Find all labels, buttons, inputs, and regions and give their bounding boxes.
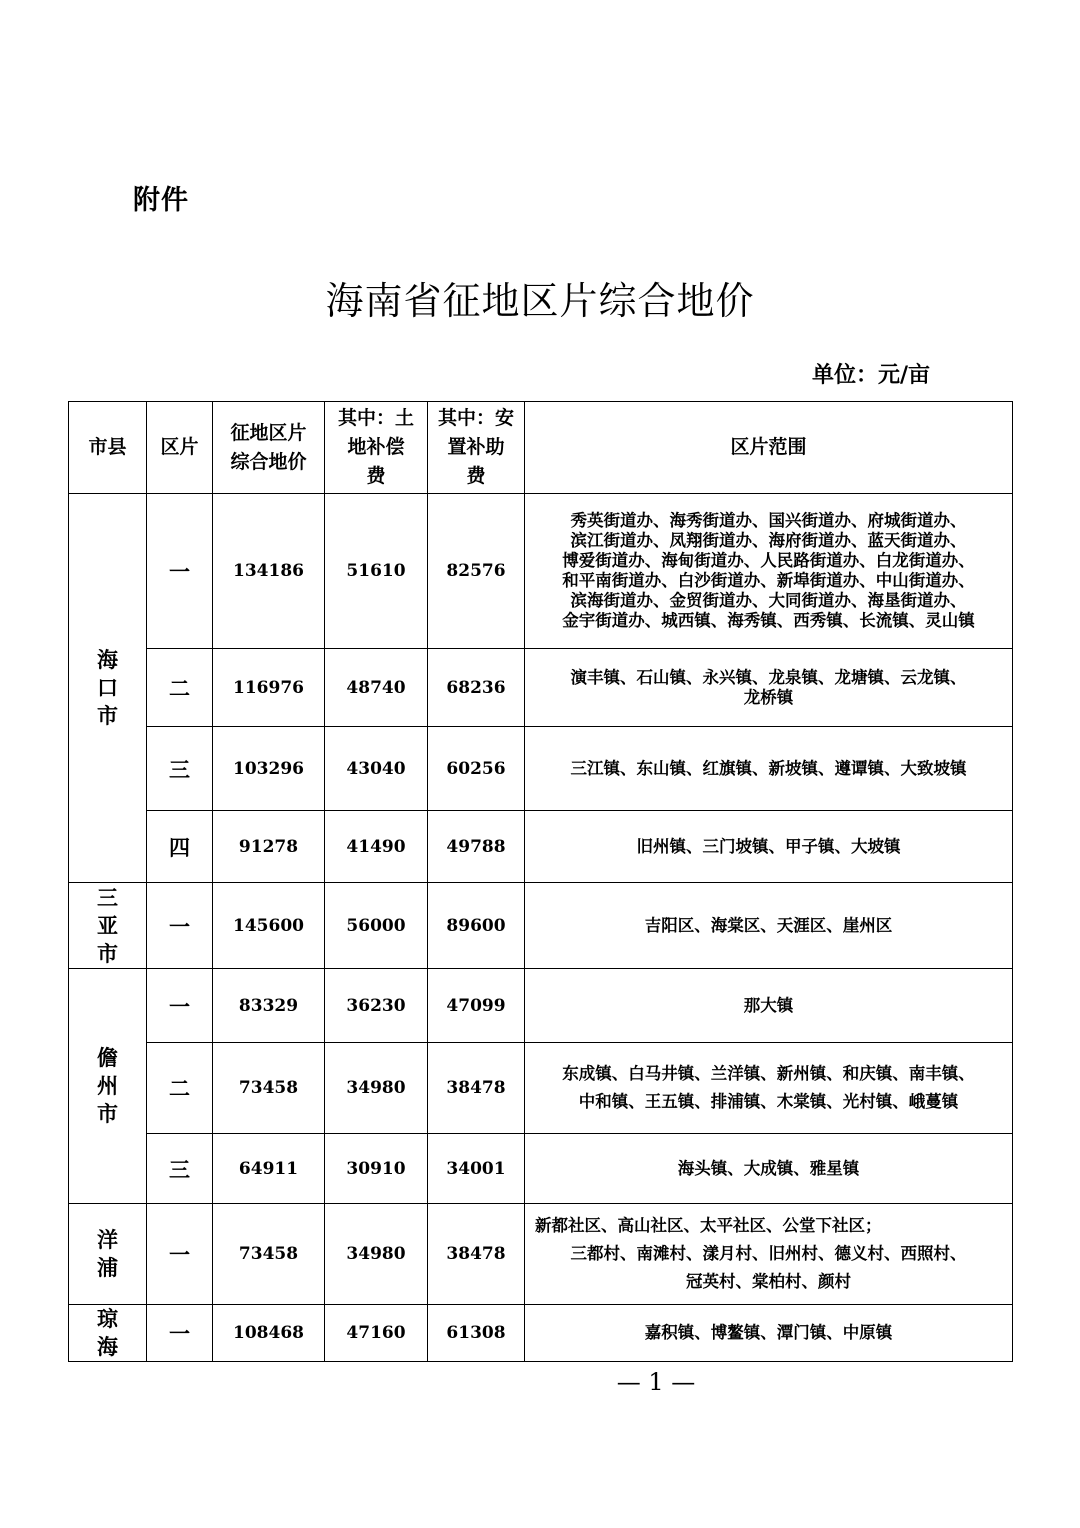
land-comp-cell: 30910 xyxy=(325,1134,428,1204)
land-comp-cell: 51610 xyxy=(325,494,428,649)
scope-cell: 演丰镇、石山镇、永兴镇、龙泉镇、龙塘镇、云龙镇、 龙桥镇 xyxy=(525,649,1013,727)
resettle-cell: 68236 xyxy=(428,649,525,727)
price-cell: 134186 xyxy=(213,494,325,649)
zone-cell: 二 xyxy=(147,1043,213,1134)
page-title: 海南省征地区片综合地价 xyxy=(325,279,755,323)
resettle-cell: 38478 xyxy=(428,1043,525,1134)
resettle-cell: 34001 xyxy=(428,1134,525,1204)
resettle-cell: 89600 xyxy=(428,883,525,969)
zone-cell: 四 xyxy=(147,811,213,883)
resettle-cell: 49788 xyxy=(428,811,525,883)
price-cell: 64911 xyxy=(213,1134,325,1204)
table-header-row xyxy=(69,402,1013,494)
resettle-cell: 38478 xyxy=(428,1204,525,1305)
price-cell: 73458 xyxy=(213,1204,325,1305)
zone-cell: 一 xyxy=(147,1204,213,1305)
zone-cell: 一 xyxy=(147,969,213,1043)
table-row xyxy=(69,1204,1013,1305)
land-comp-cell: 47160 xyxy=(325,1305,428,1362)
table-row xyxy=(69,883,1013,969)
attachment-label: 附件 xyxy=(133,185,189,216)
land-comp-cell: 43040 xyxy=(325,727,428,811)
land-comp-cell: 48740 xyxy=(325,649,428,727)
table-row xyxy=(69,1305,1013,1362)
land-comp-cell: 34980 xyxy=(325,1043,428,1134)
table-row xyxy=(69,1043,1013,1134)
land-comp-cell: 34980 xyxy=(325,1204,428,1305)
scope-cell: 嘉积镇、博鳌镇、潭门镇、中原镇 xyxy=(525,1305,1013,1362)
scope-cell: 三江镇、东山镇、红旗镇、新坡镇、遵谭镇、大致坡镇 xyxy=(525,727,1013,811)
price-cell: 73458 xyxy=(213,1043,325,1134)
resettle-cell: 60256 xyxy=(428,727,525,811)
city-danzhou: 儋 州 市 xyxy=(69,969,147,1204)
scope-cell: 吉阳区、海棠区、天涯区、崖州区 xyxy=(525,883,1013,969)
resettle-cell: 61308 xyxy=(428,1305,525,1362)
header-land-comp: 其中：土 地补偿 费 xyxy=(325,402,428,494)
city-qionghai: 琼 海 xyxy=(69,1305,147,1362)
scope-cell: 海头镇、大成镇、雅星镇 xyxy=(525,1134,1013,1204)
price-cell: 145600 xyxy=(213,883,325,969)
land-price-table xyxy=(68,401,1013,1362)
resettle-cell: 47099 xyxy=(428,969,525,1043)
page-number: — 1 — xyxy=(616,1368,696,1396)
price-cell: 83329 xyxy=(213,969,325,1043)
scope-cell: 旧州镇、三门坡镇、甲子镇、大坡镇 xyxy=(525,811,1013,883)
header-city: 市县 xyxy=(69,402,147,494)
header-scope: 区片范围 xyxy=(525,402,1013,494)
land-comp-cell: 36230 xyxy=(325,969,428,1043)
zone-cell: 三 xyxy=(147,1134,213,1204)
table-row xyxy=(69,1134,1013,1204)
table-row xyxy=(69,649,1013,727)
zone-cell: 三 xyxy=(147,727,213,811)
city-yangpu: 洋 浦 xyxy=(69,1204,147,1305)
header-zone: 区片 xyxy=(147,402,213,494)
price-cell: 116976 xyxy=(213,649,325,727)
table-row xyxy=(69,811,1013,883)
land-comp-cell: 41490 xyxy=(325,811,428,883)
resettle-cell: 82576 xyxy=(428,494,525,649)
table-row xyxy=(69,727,1013,811)
header-price: 征地区片 综合地价 xyxy=(213,402,325,494)
zone-cell: 一 xyxy=(147,883,213,969)
zone-cell: 一 xyxy=(147,494,213,649)
zone-cell: 二 xyxy=(147,649,213,727)
scope-cell: 那大镇 xyxy=(525,969,1013,1043)
price-cell: 91278 xyxy=(213,811,325,883)
table-row xyxy=(69,969,1013,1043)
price-cell: 108468 xyxy=(213,1305,325,1362)
zone-cell: 一 xyxy=(147,1305,213,1362)
land-comp-cell: 56000 xyxy=(325,883,428,969)
scope-cell: 东成镇、白马井镇、兰洋镇、新州镇、和庆镇、南丰镇、 中和镇、王五镇、排浦镇、木棠镇、光村镇、峨蔓镇 xyxy=(525,1043,1013,1134)
table-row xyxy=(69,494,1013,649)
unit-label: 单位：元/亩 xyxy=(812,363,931,388)
city-sanya: 三 亚 市 xyxy=(69,883,147,969)
price-cell: 103296 xyxy=(213,727,325,811)
scope-cell: 秀英街道办、海秀街道办、国兴街道办、府城街道办、 滨江街道办、凤翔街道办、海府街道办、蓝天街道办、 博爱街道办、海甸街道办、人民路街道办、白龙街道办、 和平南街道办、白沙街道办、新埠街道办、中山街道办、 滨海街道办、金贸街道办、大同街道办、海垦街道办、 金宇街道办、城西镇、海秀镇、西秀镇、长流镇、灵山镇 xyxy=(525,494,1013,649)
city-haikou: 海 口 市 xyxy=(69,494,147,883)
scope-cell: 新都社区、高山社区、太平社区、公堂下社区； 三都村、南滩村、漾月村、旧州村、德义村、西照村、 冠英村、棠柏村、颜村 xyxy=(525,1204,1013,1305)
header-resettle: 其中：安 置补助 费 xyxy=(428,402,525,494)
